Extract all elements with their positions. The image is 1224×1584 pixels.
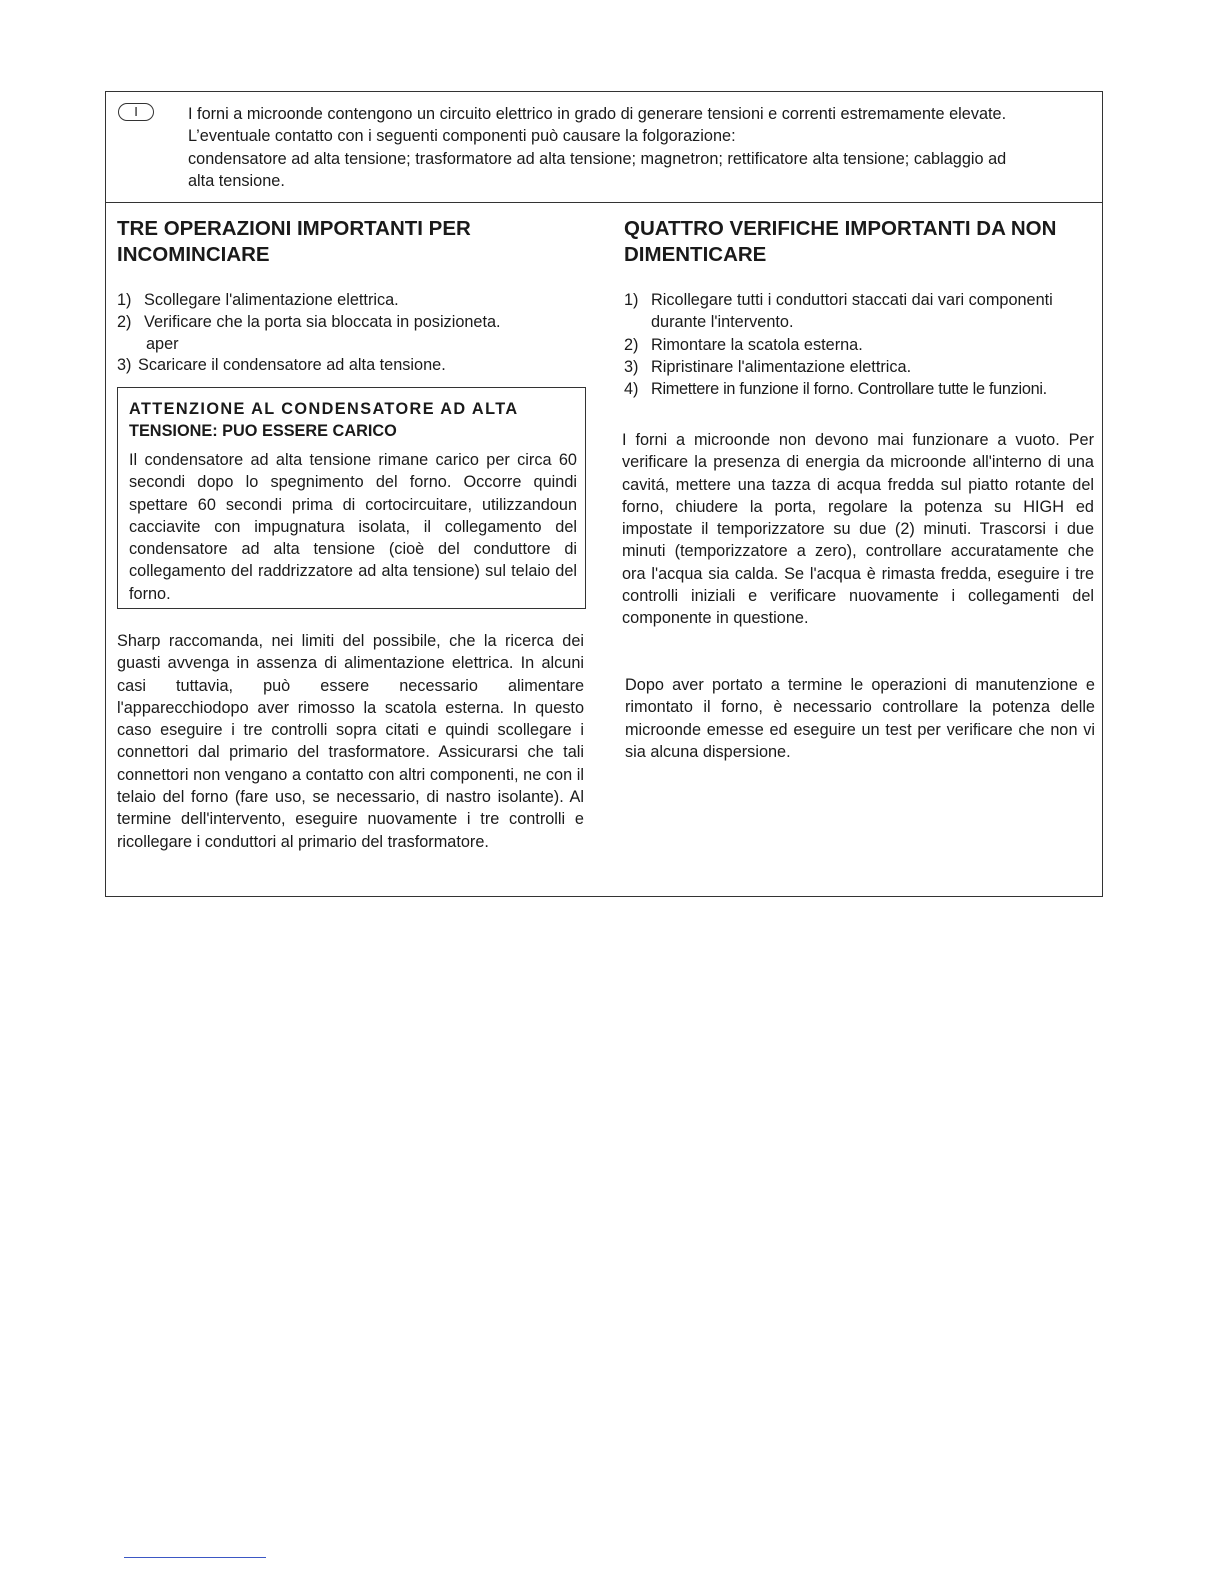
footer-rule [124, 1557, 266, 1558]
list-item: 1) Scollegare l'alimentazione elettrica. [117, 291, 399, 309]
list-item: 2) Verificare che la porta sia bloccata in posizioneta. aper [117, 313, 501, 353]
list-item: 1) Ricollegare tutti i conduttori staccati dai vari componenti durante l'intervento. [624, 291, 1053, 332]
safety-intro-line: I forni a microonde contengono un circuito elettrico in grado di generare tensioni e correnti estremamente elevate. [188, 105, 1007, 123]
right-title-line: QUATTRO VERIFICHE IMPORTANTI DA NON [624, 217, 1057, 240]
content-frame [105, 91, 1103, 897]
troubleshooting-paragraph: Sharp raccomanda, nei limiti del possibile, che la ricerca dei guasti avvenga in assenza di alimentazione elettrica. In alcuni casi tuttavia, può essere necessario alimentare l'apparecchiodopo aver rimosso la scatola esterna. In questo caso eseguire i tre controlli sopra citati e quindi scollegare i connettori dal primario del trasformatore. Assicurarsi che tali connettori non vengano a contatto con altri componenti, ne con il telaio del forno (fare uso, se necessario, di nastro isolante). Al termine dell'intervento, eseguire nuovamente i tre controlli e ricollegare i conduttori al primario del trasformatore. [117, 632, 584, 851]
capacitor-warning-box [117, 387, 586, 609]
safety-intro-line: alta tensione. [188, 171, 285, 190]
empty-run-paragraph: I forni a microonde non devono mai funzionare a vuoto. Per verificare la presenza di energia da microonde all'interno di una cavitá, mettere una tazza di acqua fredda sul piatto rotante del forno, chiudere la porta, regolare la potenza su HIGH ed impostate il temporizzatore su due (2) minuti. Trascorsi i due minuti (temporizzatore a zero), controllare accuratamente che ora l'acqua sia calda. Se l'acqua è rimasta fredda, eseguire i tre controlli iniziali e verificare nuovamente i collegamenti del componente in questione. [622, 431, 1094, 628]
list-item: 3) Scaricare il condensatore ad alta tensione. [117, 355, 446, 374]
operations-list [117, 289, 557, 376]
safety-intro-line: condensatore ad alta tensione; trasformatore ad alta tensione; magnetron; rettificatore alta tensione; cablaggio ad [188, 149, 1007, 168]
left-title-line: INCOMINCIARE [117, 242, 270, 266]
warning-title: ATTENZIONE AL CONDENSATORE AD ALTA TENSIONE: PUO ESSERE CARICO [129, 400, 519, 440]
list-item: 3) Ripristinare l'alimentazione elettrica. [624, 357, 912, 376]
safety-intro [188, 103, 1088, 192]
maintenance-paragraph: Dopo aver portato a termine le operazioni di manutenzione e rimontato il forno, è necessario controllare la potenza delle microonde emesse ed eseguire un test per verificare che non vi sia alcuna dispersione. [625, 676, 1095, 761]
language-badge: I [118, 103, 154, 121]
right-title-line: DIMENTICARE [624, 242, 767, 266]
checks-list [624, 289, 1100, 400]
warning-body: Il condensatore ad alta tensione rimane carico per circa 60 secondi dopo lo spegnimento del forno. Occorre quindi spettare 60 secondi prima di cortocircuitare, utilizzandoun cacciavite con impugnatura isolata, il collegamento del condensatore ad alta tensione (cioè del conduttore di collegamento del raddrizzatore ad alta tensione) sul telaio del forno. [129, 451, 577, 603]
list-item: 2) Rimontare la scatola esterna. [624, 335, 863, 354]
left-section-title [117, 216, 471, 267]
right-section-title [624, 216, 1056, 267]
safety-intro-line: L’eventuale contatto con i seguenti componenti può causare la folgorazione: [188, 127, 736, 146]
safety-header [106, 92, 1102, 203]
list-item: 4) Rimettere in funzione il forno. Controllare tutte le funzioni. [624, 380, 1047, 399]
left-title-line: TRE OPERAZIONI IMPORTANTI PER [117, 217, 471, 240]
